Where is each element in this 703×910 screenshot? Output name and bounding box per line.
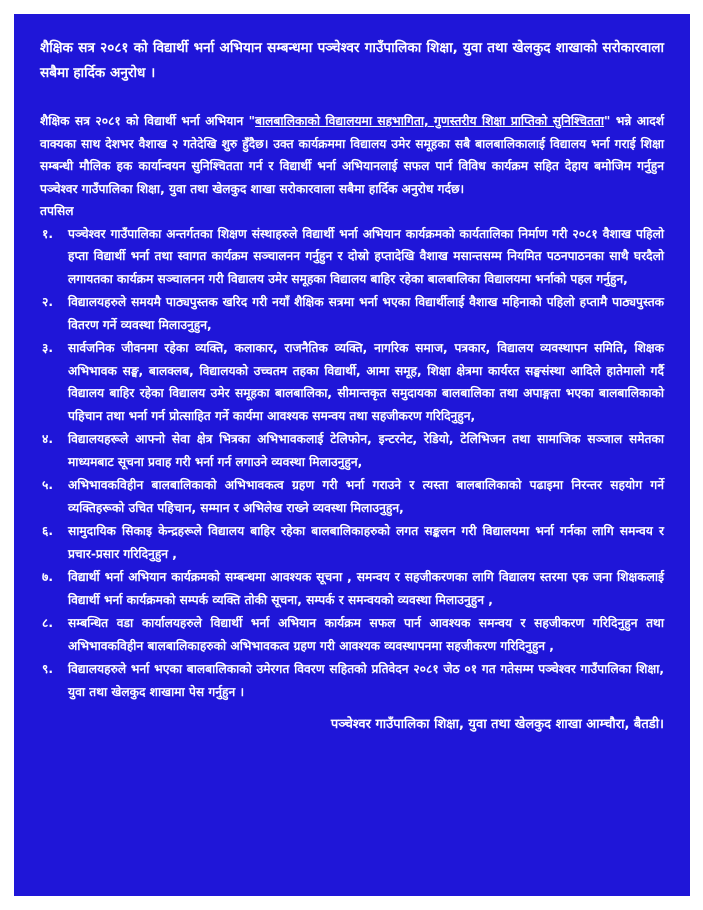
- instruction-item: [40, 428, 664, 473]
- instruction-text: विद्यालयहरुले समयमै पाठ्यपुस्तक खरिद गरी नयाँ शैक्षिक सत्रमा भर्ना भएका विद्यार्थीलाई वैशाख महिनाको पहिलो हप्तामै पाठ्यपुस्तक वितरण गर्ने व्यवस्था मिलाउनुहुन,: [68, 295, 664, 332]
- instruction-number: ३.: [42, 341, 53, 355]
- instruction-number: ८.: [42, 616, 53, 630]
- instruction-number: २.: [42, 295, 53, 309]
- instruction-list: [40, 223, 664, 704]
- instruction-item: [40, 223, 664, 291]
- instruction-text: सामुदायिक सिकाइ केन्द्रहरूले विद्यालय बाहिर रहेका बालबालिकाहरुको लगत सङ्कलन गरी विद्यालयमा भर्ना गर्नका लागि समन्वय र प्रचार-प्रसार गरिदिनुहुन ,: [68, 524, 664, 561]
- notice-heading: शैक्षिक सत्र २०८१ को विद्यार्थी भर्ना अभियान सम्बन्धमा पञ्चेश्वर गाउँपालिका शिक्षा, युवा तथा खेलकुद शाखाको सरोकारवाला सबैमा हार्दिक अनुरोध ।: [40, 40, 664, 81]
- campaign-slogan: बालबालिकाको विद्यालयमा सहभागिता, गुणस्तरीय शिक्षा प्राप्तिको सुनिश्चितता: [255, 114, 605, 128]
- instruction-item: [40, 337, 664, 427]
- intro-text-before: शैक्षिक सत्र २०८१ को विद्यार्थी भर्ना अभियान ": [40, 114, 256, 128]
- instruction-text: सार्वजनिक जीवनमा रहेका व्यक्ति, कलाकार, राजनैतिक व्यक्ति, नागरिक समाज, पत्रकार, विद्यालय व्यवस्थापन समिति, शिक्षक अभिभावक सङ्घ, बालक्लब, विद्यालयको उच्चतम तहका विद्यार्थी, आमा समूह, शिक्षा क्षेत्रमा कार्यरत सङ्घसंस्था आदिले हातेमालो गर्दै विद्यालय बाहिर रहेका विद्यालय उमेर समूहका बालबालिका, सीमान्तकृत समुदायका बालबालिका तथा अपाङ्गता भएका बालबालिकाको पहिचान तथा भर्ना गर्न प्रोत्साहित गर्ने कार्यमा आवश्यक समन्वय तथा सहजीकरण गरिदिनुहुन,: [68, 341, 664, 423]
- instruction-text: अभिभावकविहीन बालबालिकाको अभिभावकत्व ग्रहण गरी भर्ना गराउने र त्यस्ता बालबालिकाको पढाइमा निरन्तर सहयोग गर्ने व्यक्तिहरूको उचित पहिचान, सम्मान र अभिलेख राख्ने व्यवस्था मिलाउनुहुन,: [68, 478, 664, 515]
- intro-paragraph: [40, 110, 664, 200]
- instruction-item: [40, 520, 664, 565]
- instruction-number: ६.: [42, 524, 53, 538]
- instruction-text: विद्यालयहरुले भर्ना भएका बालबालिकाको उमेरगत विवरण सहितको प्रतिवेदन २०८१ जेठ ०१ गत गतेसम्म पञ्चेश्वर गाउँपालिका शिक्षा, युवा तथा खेलकुद शाखामा पेस गर्नुहुन ।: [68, 662, 664, 699]
- instruction-text: पञ्चेश्वर गाउँपालिका अन्तर्गतका शिक्षण संस्थाहरुले विद्यार्थी भर्ना अभियान कार्यक्रमको कार्यतालिका निर्माण गरी २०८१ वैशाख पहिलो हप्ता विद्यार्थी भर्ना तथा स्वागत कार्यक्रम सञ्चालनन गर्नुहुन र दोस्रो हप्तादेखि वैशाख मसान्तसम्म नियमित पठनपाठनका साथै घरदैलो लगायतका कार्यक्रम सञ्चालनन गरी विद्यालय उमेर समूहका विद्यालय बाहिर रहेका बालबालिका विद्यालयमा भर्नाको पहल गर्नुहुन,: [68, 226, 664, 286]
- instruction-item: [40, 612, 664, 657]
- notice-panel: [14, 14, 690, 896]
- instruction-number: ९.: [42, 662, 53, 676]
- instruction-number: १.: [42, 226, 53, 241]
- instruction-item: [40, 566, 664, 611]
- instruction-item: [40, 658, 664, 703]
- instruction-item: [40, 291, 664, 336]
- instruction-number: ७.: [42, 570, 53, 584]
- instruction-text: विद्यार्थी भर्ना अभियान कार्यक्रमको सम्बन्धमा आवश्यक सूचना , समन्वय र सहजीकरणका लागि विद्यालय स्तरमा एक जना शिक्षकलाई विद्यार्थी भर्ना कार्यक्रमको सम्पर्क व्यक्ति तोकी सूचना, सम्पर्क र समन्वयको व्यवस्था मिलाउनुहुन ,: [68, 570, 664, 607]
- issuer-signature: पञ्चेश्वर गाउँपालिका शिक्षा, युवा तथा खेलकुद शाखा आम्चौरा, बैतडी।: [330, 717, 664, 732]
- instruction-text: विद्यालयहरूले आफ्नो सेवा क्षेत्र भित्रका अभिभावकलाई टेलिफोन, इन्टरनेट, रेडियो, टेलिभिजन तथा सामाजिक सञ्जाल समेतका माध्यमबाट सूचना प्रवाह गरी भर्ना गर्न लगाउने व्यवस्था मिलाउनुहुन,: [68, 432, 664, 469]
- instruction-text: सम्बन्धित वडा कार्यालयहरुले विद्यार्थी भर्ना अभियान कार्यक्रम सफल पार्न आवश्यक समन्वय र सहजीकरण गरिदिनुहुन तथा अभिभावकविहीन बालबालिकाहरुको अभिभावकत्व ग्रहण गरी आवश्यक व्यवस्थापनमा सहजीकरण गरिदिनुहुन ,: [68, 616, 664, 653]
- instruction-item: [40, 474, 664, 519]
- intro-text-after: " भन्ने आदर्श वाक्यका साथ देशभर वैशाख २ गतेदेखि शुरु हुँदैछ। उक्त कार्यक्रममा विद्यालय उमेर समूहका सबै बालबालिकालाई विद्यालय भर्ना गराई शिक्षा सम्बन्धी मौलिक हक कार्यान्वयन सुनिश्चितता गर्न र विद्यार्थी भर्ना अभियानलाई सफल पार्न विविध कार्यक्रम सहित देहाय बमोजिम गर्नुहुन पञ्चेश्वर गाउँपालिका शिक्षा, युवा तथा खेलकुद शाखा सरोकारवाला सबैमा हार्दिक अनुरोध गर्दछ।: [40, 114, 664, 196]
- details-label: तपसिल: [40, 204, 74, 218]
- instruction-number: ५.: [42, 478, 53, 492]
- instruction-number: ४.: [42, 432, 53, 446]
